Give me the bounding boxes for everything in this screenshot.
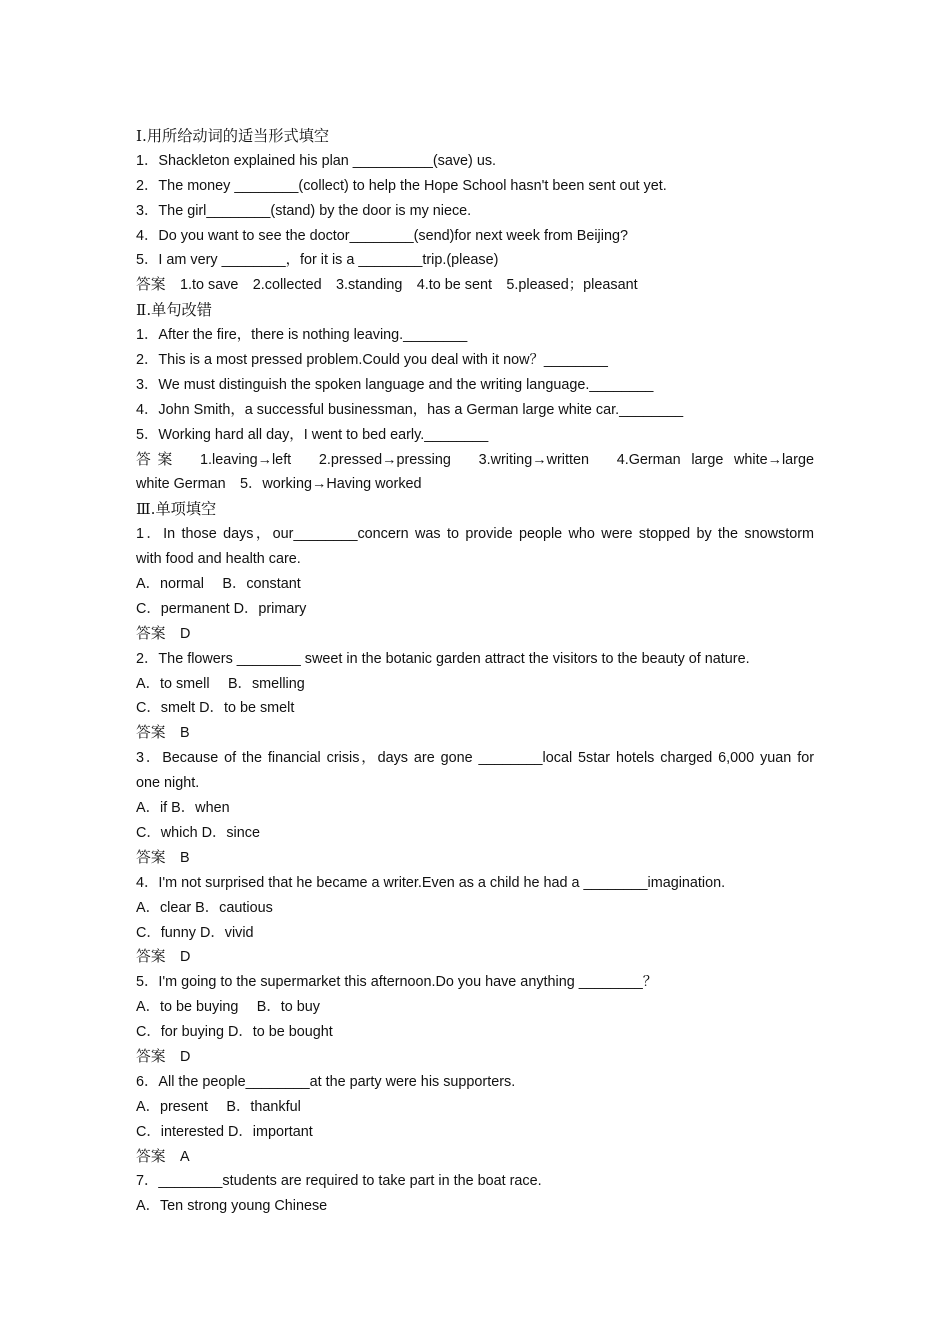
- s2-question-1: 1．After the fire，there is nothing leaving.________: [136, 327, 468, 344]
- answer-label: 答案: [136, 948, 166, 966]
- s3-q5-line-1: 5．I'm going to the supermarket this afternoon.Do you have anything ________？: [136, 974, 658, 991]
- s3-q4-answer: [136, 945, 814, 970]
- answer-label: 答案: [136, 1047, 166, 1065]
- s2-answer-line-2: white German 5．working→Having worked: [136, 476, 422, 493]
- s3-q1-options-cd: C．permanent D．primary: [136, 600, 307, 617]
- s3-q3-answer: [136, 846, 814, 871]
- section-1-heading: Ⅰ.用所给动词的适当形式填空: [136, 127, 330, 145]
- answer-label: 答案: [136, 450, 179, 468]
- s2-answer-line-1: [136, 448, 814, 473]
- s1-answer-text: 1.to save 2.collected 3.standing 4.to be sent 5.pleased；pleasant: [165, 277, 638, 294]
- s3-q1-answer: [136, 622, 814, 647]
- s1-question-2: 2．The money ________(collect) to help the Hope School hasn't been sent out yet.: [136, 177, 667, 194]
- s1-answer: [136, 273, 814, 298]
- s3-q6-options-cd: C．interested D．important: [136, 1123, 313, 1140]
- s3-q2-answer-text: B: [165, 725, 190, 742]
- s3-q1-options-ab: A．normal B．constant: [136, 576, 301, 593]
- s3-q7-option-a: A．Ten strong young Chinese: [136, 1198, 328, 1215]
- s3-q2-line-1: 2．The flowers ________ sweet in the botanic garden attract the visitors to the beauty of nature.: [136, 650, 750, 667]
- section-3-heading: Ⅲ.单项填空: [136, 500, 217, 519]
- s3-q2-options-cd: C．smelt D．to be smelt: [136, 700, 295, 717]
- s3-q1-line-1: 1．In those days，our________concern was to provide people who were stopped by the snowstorm: [136, 526, 814, 543]
- s3-q5-answer-text: D: [165, 1048, 191, 1065]
- s3-q6-answer-text: A: [165, 1148, 190, 1165]
- s3-q5-options-ab: A．to be buying B．to buy: [136, 999, 320, 1016]
- s3-q1-answer-text: D: [165, 625, 191, 642]
- s3-q7-line-1: 7．________students are required to take part in the boat race.: [136, 1173, 542, 1190]
- s2-answer-text-1: 1.leaving→left 2.pressed→pressing 3.writing→written 4.German large white→large: [178, 451, 814, 468]
- s3-q1-line-2: with food and health care.: [136, 551, 301, 568]
- s3-q4-options-cd: C．funny D．vivid: [136, 924, 254, 941]
- s2-question-2: 2．This is a most pressed problem.Could you deal with it now？________: [136, 352, 608, 369]
- answer-label: 答案: [136, 724, 166, 742]
- answer-label: 答案: [136, 1147, 166, 1165]
- s1-question-1: 1．Shackleton explained his plan __________(save) us.: [136, 152, 497, 169]
- section-2-heading: Ⅱ.单句改错: [136, 301, 212, 320]
- s3-q5-answer: [136, 1045, 814, 1070]
- s2-question-3: 3．We must distinguish the spoken language and the writing language.________: [136, 376, 654, 393]
- s3-q2-options-ab: A．to smell B．smelling: [136, 675, 305, 692]
- s3-q4-line-1: 4．I'm not surprised that he became a writer.Even as a child he had a ________imagination.: [136, 874, 726, 891]
- answer-label: 答案: [136, 276, 166, 294]
- s3-q4-options-ab: A．clear B．cautious: [136, 899, 273, 916]
- s2-question-5: 5．Working hard all day，I went to bed early.________: [136, 426, 489, 443]
- document-page: [136, 124, 814, 1219]
- s1-question-3: 3．The girl________(stand) by the door is my niece.: [136, 202, 472, 219]
- s3-q3-line-2: one night.: [136, 775, 200, 792]
- s1-question-5: 5．I am very ________，for it is a ________trip.(please): [136, 252, 499, 269]
- s3-q3-options-cd: C．which D．since: [136, 824, 260, 841]
- s3-q6-answer: [136, 1145, 814, 1170]
- s3-q4-answer-text: D: [165, 949, 191, 966]
- answer-label: 答案: [136, 624, 166, 642]
- s1-question-4: 4．Do you want to see the doctor________(send)for next week from Beijing?: [136, 227, 628, 244]
- s3-q3-line-1: 3．Because of the financial crisis，days are gone ________local 5star hotels charged 6,000 yuan for: [136, 750, 814, 767]
- s3-q6-line-1: 6．All the people________at the party were his supporters.: [136, 1073, 516, 1090]
- s3-q3-options-ab: A．if B．when: [136, 800, 230, 817]
- s3-q6-options-ab: A．present B．thankful: [136, 1098, 301, 1115]
- answer-label: 答案: [136, 848, 166, 866]
- s3-q5-options-cd: C．for buying D．to be bought: [136, 1024, 333, 1041]
- s2-question-4: 4．John Smith，a successful businessman，has a German large white car.________: [136, 401, 684, 418]
- s3-q3-answer-text: B: [165, 849, 190, 866]
- s3-q2-answer: [136, 721, 814, 746]
